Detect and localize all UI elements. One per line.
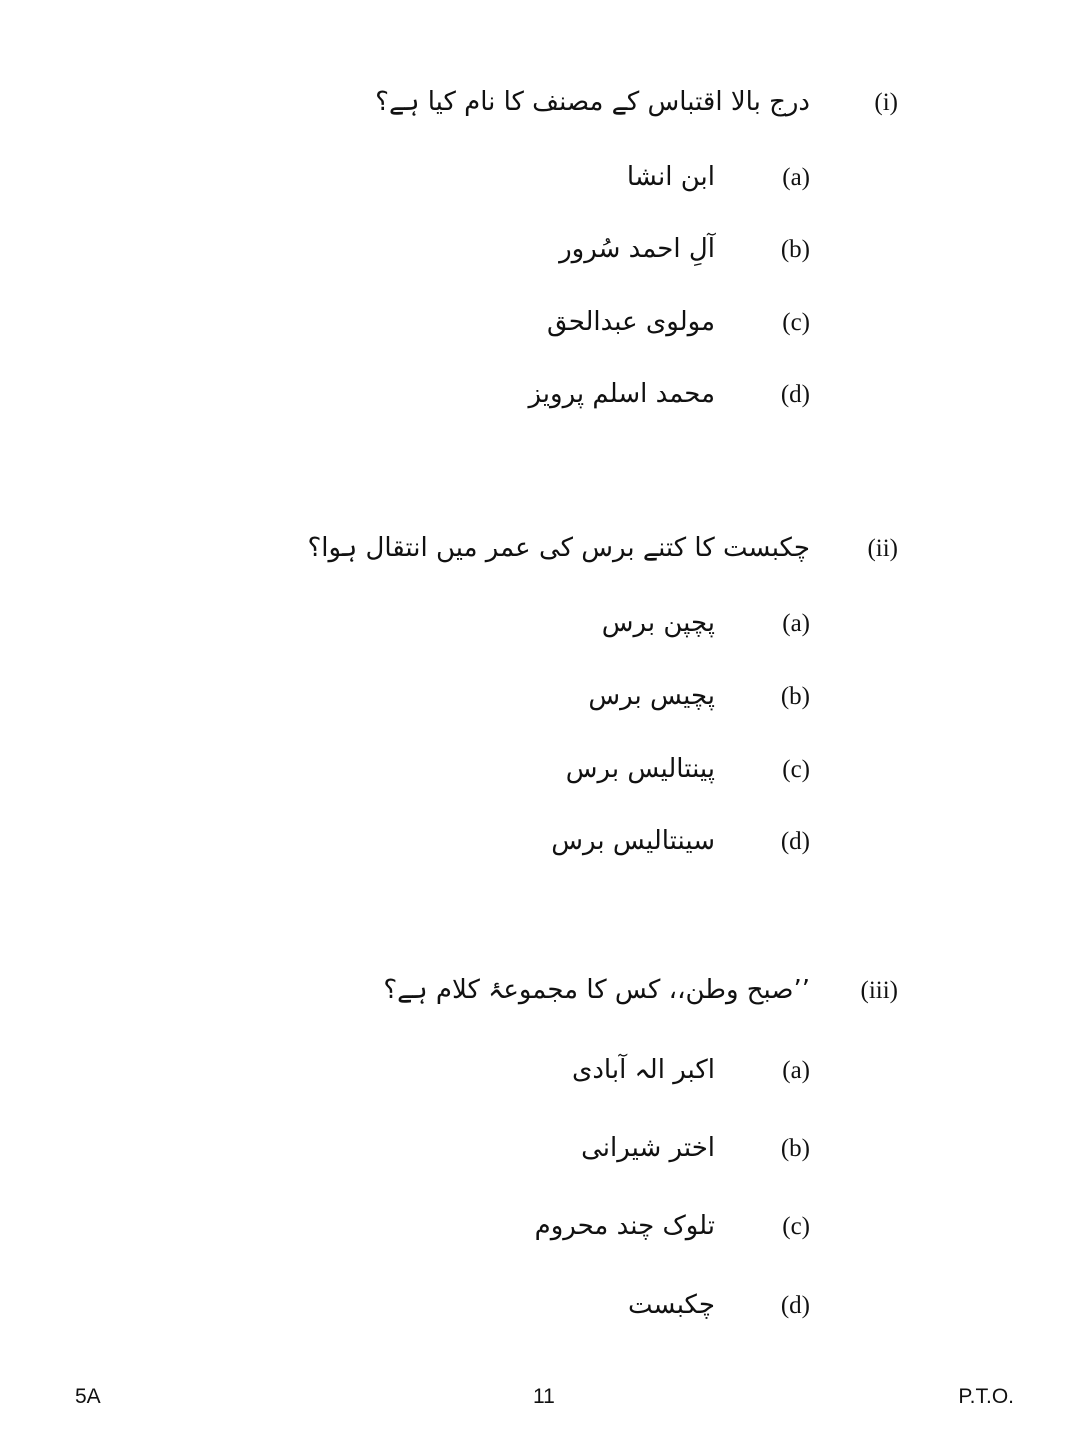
option-label: (c) (782, 756, 810, 783)
option-text: مولوی عبدالحق (547, 307, 715, 337)
question-1-row (0, 78, 1090, 128)
option-label: (b) (780, 236, 810, 263)
question-text: درج بالا اقتباس کے مصنف کا نام کیا ہے؟ (375, 87, 810, 117)
option-label: (a) (782, 1057, 810, 1084)
question-number: (iii) (860, 977, 898, 1004)
option-text: اختر شیرانی (581, 1133, 715, 1163)
option-label: (d) (780, 381, 810, 408)
option-label: (a) (782, 610, 810, 637)
option-text: پینتالیس برس (565, 754, 715, 784)
question-number: (ii) (867, 535, 898, 562)
option-label: (d) (780, 1292, 810, 1319)
option-row (0, 599, 1090, 649)
option-row (0, 370, 1090, 420)
option-label: (c) (782, 1213, 810, 1240)
option-label: (d) (780, 828, 810, 855)
option-text: اکبر الہ آبادی (571, 1055, 715, 1085)
question-text: ’’صبح وطن،، کس کا مجموعۂ کلام ہے؟ (383, 975, 810, 1005)
option-label: (b) (780, 1135, 810, 1162)
option-text: محمد اسلم پرویز (528, 379, 715, 409)
option-row (0, 298, 1090, 348)
option-label: (a) (782, 164, 810, 191)
option-row (0, 1202, 1090, 1252)
option-row (0, 817, 1090, 867)
option-row (0, 1046, 1090, 1096)
question-text: چکبست کا کتنے برس کی عمر میں انتقال ہوا؟ (307, 533, 810, 563)
page-number: 11 (533, 1385, 555, 1408)
question-number: (i) (874, 89, 898, 116)
option-text: ابن انشا (626, 162, 715, 192)
option-text: تلوک چند محروم (534, 1211, 715, 1241)
option-text: چکبست (627, 1290, 715, 1320)
option-text: پچپن برس (601, 608, 715, 638)
option-text: آلِ احمد سُرور (559, 234, 715, 264)
option-row (0, 225, 1090, 275)
question-3-row (0, 966, 1090, 1016)
option-text: سینتالیس برس (551, 826, 715, 856)
paper-code: 5A (75, 1385, 101, 1408)
option-row (0, 745, 1090, 795)
question-2-row (0, 524, 1090, 574)
option-row (0, 672, 1090, 722)
pto-label: P.T.O. (958, 1385, 1014, 1408)
option-row (0, 1281, 1090, 1331)
option-text: پچیس برس (588, 681, 715, 711)
option-row (0, 153, 1090, 203)
option-label: (b) (780, 683, 810, 710)
option-row (0, 1124, 1090, 1174)
option-label: (c) (782, 309, 810, 336)
